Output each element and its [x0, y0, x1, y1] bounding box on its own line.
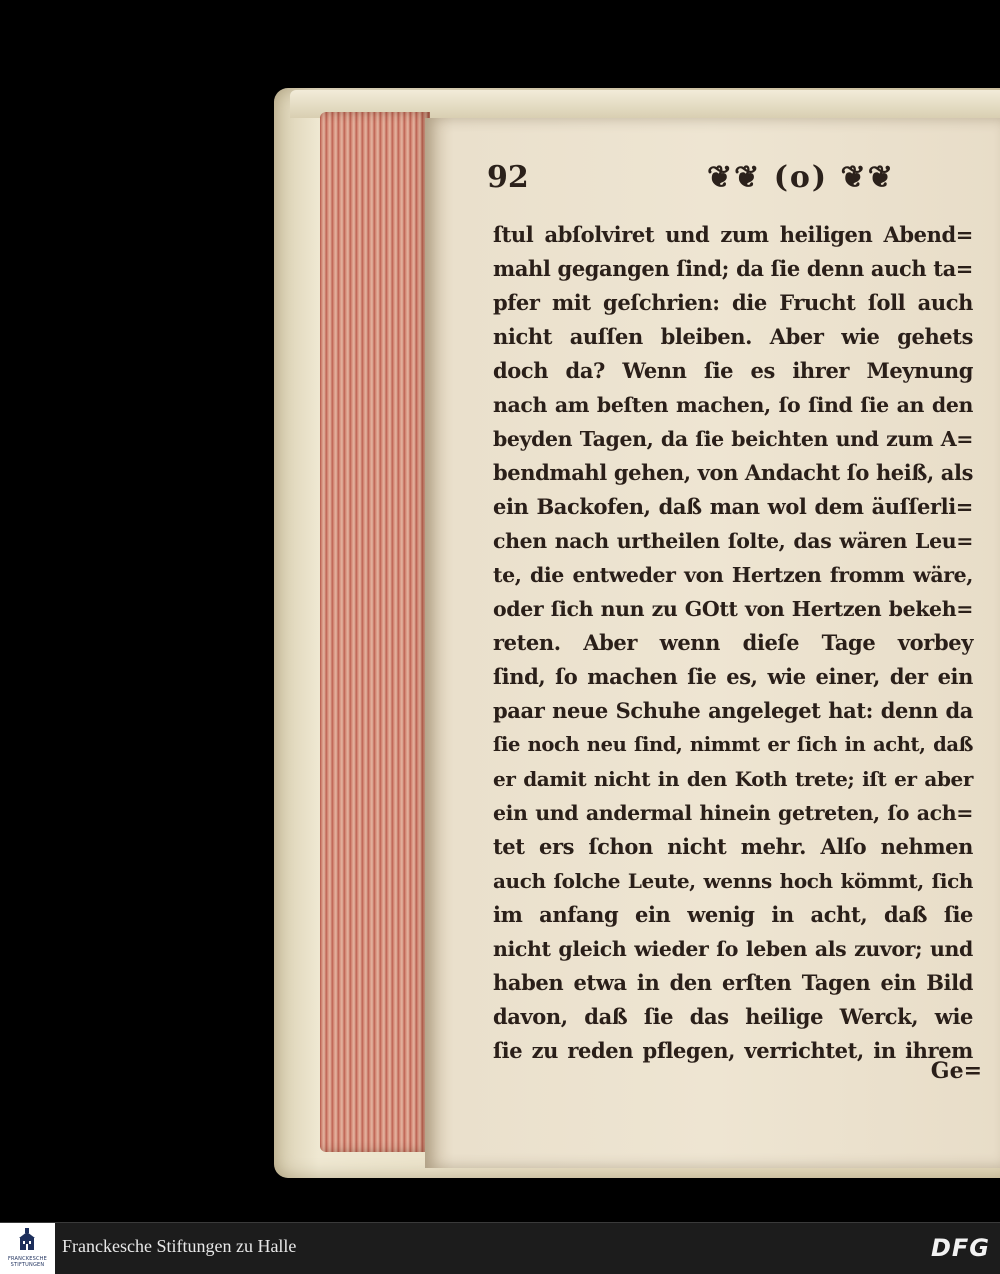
text-line: ſtul abſolviret und zum heiligen Abend=	[493, 222, 973, 247]
catchword: Ge=	[930, 1058, 982, 1084]
text-line: bendmahl gehen, von Andacht ſo heiß, als	[493, 460, 973, 485]
text-line: nicht gleich wieder ſo leben als zuvor; und	[493, 937, 973, 961]
text-line: davon, daß ſie das heilige Werck, wie	[493, 1004, 973, 1029]
header-ornament: ❦❦ (o) ❦❦	[707, 160, 895, 195]
page-header	[487, 160, 967, 204]
text-line: ein und andermal hinein getreten, ſo ach=	[493, 801, 973, 825]
page-number: 92	[487, 160, 529, 195]
viewer-footer	[0, 1222, 1000, 1274]
text-line: nicht auſſen bleiben. Aber wie gehets	[493, 324, 973, 349]
text-line: doch da? Wenn ſie es ihrer Meynung	[493, 358, 973, 383]
franckesche-stiftungen-logo[interactable]	[0, 1223, 55, 1274]
text-line: ſie zu reden pflegen, verrichtet, in ihrem	[493, 1038, 973, 1063]
text-line: ein Backofen, daß man wol dem äuſſerli=	[493, 494, 973, 519]
text-line: nach am beſten machen, ſo ſind ſie an den	[493, 393, 973, 417]
text-line: mahl gegangen ſind; da ſie denn auch ta=	[493, 256, 973, 281]
text-line: tet ers ſchon nicht mehr. Alſo nehmen	[493, 834, 973, 859]
book-page	[425, 118, 1000, 1168]
text-line: te, die entweder von Hertzen fromm wäre,	[493, 563, 973, 587]
text-line: paar neue Schuhe angeleget hat: denn da	[493, 698, 973, 723]
text-line: beyden Tagen, da ſie beichten und zum A=	[493, 427, 973, 451]
text-line: ſind, ſo machen ſie es, wie einer, der ein	[493, 664, 973, 689]
text-line: ſie noch neu ſind, nimmt er ſich in acht, daß	[493, 733, 973, 756]
page-fore-edges	[320, 112, 430, 1152]
logo-caption: FRANCKESCHE STIFTUNGEN	[7, 1256, 48, 1268]
text-line: auch ſolche Leute, wenns hoch kömmt, ſich	[493, 869, 973, 893]
institution-emblem-icon	[17, 1228, 37, 1252]
text-line: im anfang ein wenig in acht, daß ſie	[493, 902, 973, 927]
text-line: reten. Aber wenn dieſe Tage vorbey	[493, 630, 973, 655]
text-line: er damit nicht in den Koth trete; iſt er aber	[493, 767, 973, 791]
text-line: haben etwa in den erſten Tagen ein Bild	[493, 970, 973, 995]
page-text	[493, 218, 973, 1068]
text-line: chen nach urtheilen ſolte, das wären Leu=	[493, 529, 973, 553]
text-line: pfer mit geſchrien: die Frucht ſoll auch	[493, 290, 973, 315]
text-line: oder ſich nun zu GOtt von Hertzen bekeh=	[493, 597, 973, 621]
institution-name: Franckesche Stiftungen zu Halle	[62, 1236, 297, 1256]
dfg-logo[interactable]: DFG	[930, 1234, 990, 1262]
